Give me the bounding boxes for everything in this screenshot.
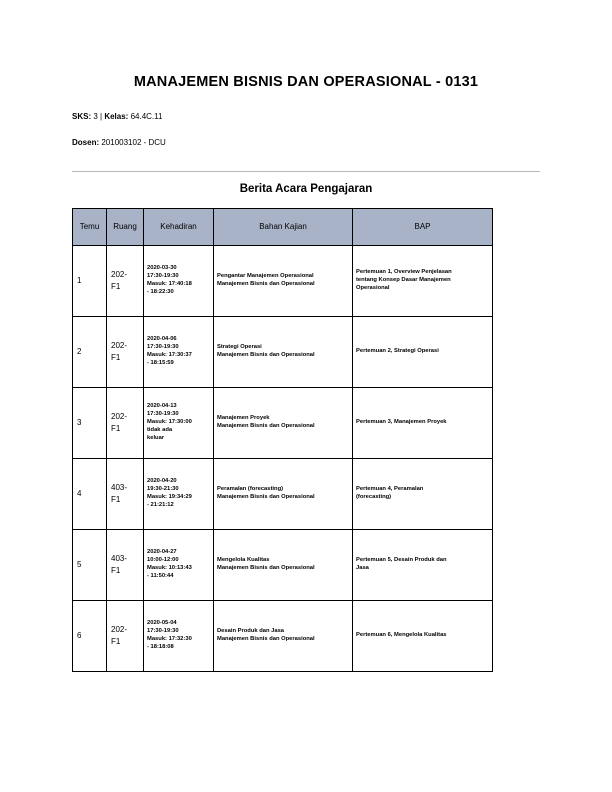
cell-ruang-line: 202- [111, 625, 128, 634]
cell-temu: 1 [73, 246, 107, 317]
cell-bahan-kajian [214, 459, 353, 530]
table-row [73, 317, 493, 388]
cell-kehadiran-line: tidak ada [147, 426, 173, 433]
table-row [73, 459, 493, 530]
cell-bahan-kajian-line: Manajemen Bisnis dan Operasional [217, 352, 315, 358]
kelas-value: 64.4C.11 [128, 112, 163, 121]
course-info [72, 112, 162, 121]
cell-ruang-line: 202- [111, 412, 128, 421]
cell-bahan-kajian-line: Strategi Operasi [217, 344, 262, 351]
cell-bahan-kajian-line: Pengantar Manajemen Operasional [217, 273, 314, 280]
cell-bahan-kajian-line: Manajemen Proyek [217, 415, 270, 422]
cell-bap [353, 459, 493, 530]
cell-kehadiran [144, 246, 214, 317]
cell-kehadiran-line: Masuk: 17:30:00 [147, 419, 192, 425]
cell-bahan-kajian-line: Manajemen Bisnis dan Operasional [217, 494, 315, 500]
cell-bahan-kajian-line: Mengelola Kualitas [217, 557, 270, 564]
cell-bap-line: Operasional [356, 284, 390, 291]
cell-kehadiran-line: 17:30-19:30 [147, 628, 179, 635]
cell-ruang [107, 459, 144, 530]
sks-label: SKS: [72, 112, 92, 121]
cell-bap [353, 601, 493, 672]
cell-bap-line: Pertemuan 3, Manajemen Proyek [356, 419, 447, 425]
cell-ruang [107, 388, 144, 459]
cell-bahan-kajian-line: Manajemen Bisnis dan Operasional [217, 565, 315, 571]
column-header-bap: BAP [353, 209, 493, 246]
cell-bahan-kajian-line: Desain Produk dan Jasa [217, 628, 285, 635]
cell-bap-line: Pertemuan 2, Strategi Operasi [356, 348, 439, 354]
column-header-bahan-kajian: Bahan Kajian [214, 209, 353, 246]
cell-kehadiran-line: 10:00-12:00 [147, 557, 179, 564]
cell-bahan-kajian [214, 317, 353, 388]
cell-bahan-kajian [214, 388, 353, 459]
dosen-value: 201003102 - DCU [99, 138, 166, 147]
cell-kehadiran-line: 17:30-19:30 [147, 344, 179, 351]
cell-bahan-kajian-line: Manajemen Bisnis dan Operasional [217, 423, 315, 429]
cell-kehadiran-line: - 21:21:12 [147, 501, 174, 508]
cell-ruang-line: 403- [111, 554, 128, 563]
cell-kehadiran-line: 2020-04-27 [147, 549, 177, 556]
cell-ruang [107, 601, 144, 672]
cell-ruang-line: 403- [111, 483, 128, 492]
cell-ruang [107, 317, 144, 388]
cell-ruang-line: F1 [111, 282, 121, 291]
cell-kehadiran-line: 2020-03-30 [147, 265, 177, 272]
cell-kehadiran-line: - 18:22:30 [147, 288, 174, 295]
cell-kehadiran-line: 2020-04-20 [147, 478, 177, 485]
cell-kehadiran-line: Masuk: 17:32:30 [147, 636, 192, 642]
cell-kehadiran-line: - 18:18:08 [147, 643, 174, 650]
cell-bahan-kajian [214, 601, 353, 672]
cell-bap [353, 317, 493, 388]
cell-bahan-kajian [214, 530, 353, 601]
cell-bahan-kajian-line: Manajemen Bisnis dan Operasional [217, 636, 315, 642]
cell-kehadiran-line: 19:30-21:30 [147, 486, 179, 493]
cell-kehadiran-line: keluar [147, 434, 165, 441]
cell-kehadiran-line: Masuk: 17:30:37 [147, 352, 192, 358]
cell-kehadiran-line: - 18:15:59 [147, 359, 174, 366]
cell-bap-line: Pertemuan 1, Overview Penjelasan [356, 269, 452, 276]
cell-ruang-line: F1 [111, 424, 121, 433]
cell-kehadiran-line: Masuk: 19:34:29 [147, 494, 192, 500]
table-row [73, 388, 493, 459]
cell-temu: 4 [73, 459, 107, 530]
cell-ruang-line: 202- [111, 270, 128, 279]
section-title: Berita Acara Pengajaran [239, 183, 373, 195]
cell-bahan-kajian [214, 246, 353, 317]
cell-temu: 5 [73, 530, 107, 601]
cell-kehadiran [144, 530, 214, 601]
cell-bap [353, 530, 493, 601]
cell-bap-line: Pertemuan 4, Peramalan [356, 486, 424, 493]
cell-kehadiran-line: 2020-05-04 [147, 620, 177, 627]
cell-ruang [107, 530, 144, 601]
dosen-label: Dosen: [72, 138, 100, 147]
cell-ruang-line: F1 [111, 637, 121, 646]
cell-ruang-line: F1 [111, 495, 121, 504]
cell-kehadiran [144, 459, 214, 530]
cell-temu: 3 [73, 388, 107, 459]
cell-kehadiran [144, 601, 214, 672]
lecturer-info [72, 138, 166, 147]
cell-bap-line: (forecasting) [356, 494, 392, 500]
cell-kehadiran [144, 317, 214, 388]
cell-kehadiran-line: - 11:50:44 [147, 572, 174, 579]
column-header-ruang: Ruang [107, 209, 144, 246]
divider [72, 171, 540, 172]
teaching-record-table [72, 208, 493, 672]
table-header-row [73, 209, 493, 246]
cell-kehadiran [144, 388, 214, 459]
sks-value: 3 | [91, 112, 105, 121]
cell-kehadiran-line: 2020-04-13 [147, 403, 177, 410]
cell-bahan-kajian-line: Peramalan (forecasting) [217, 486, 284, 493]
cell-kehadiran-line: Masuk: 10:13:43 [147, 565, 192, 571]
cell-kehadiran-line: Masuk: 17:40:18 [147, 281, 192, 287]
cell-bap [353, 388, 493, 459]
table-row [73, 246, 493, 317]
column-header-kehadiran: Kehadiran [144, 209, 214, 246]
table-row [73, 601, 493, 672]
cell-bap [353, 246, 493, 317]
cell-bap-line: tentang Konsep Dasar Manajemen [356, 277, 451, 283]
table-row [73, 530, 493, 601]
cell-bap-line: Jasa [356, 565, 369, 571]
cell-kehadiran-line: 17:30-19:30 [147, 273, 179, 280]
cell-ruang-line: 202- [111, 341, 128, 350]
cell-kehadiran-line: 17:30-19:30 [147, 411, 179, 418]
document-title: MANAJEMEN BISNIS DAN OPERASIONAL - 0131 [133, 74, 479, 90]
cell-temu: 6 [73, 601, 107, 672]
cell-kehadiran-line: 2020-04-06 [147, 336, 177, 343]
cell-bap-line: Pertemuan 6, Mengelola Kualitas [356, 632, 447, 638]
kelas-label: Kelas: [104, 112, 129, 121]
cell-bap-line: Pertemuan 5, Desain Produk dan [356, 557, 447, 564]
table-body [73, 246, 493, 672]
cell-ruang-line: F1 [111, 353, 121, 362]
cell-temu: 2 [73, 317, 107, 388]
cell-bahan-kajian-line: Manajemen Bisnis dan Operasional [217, 281, 315, 287]
cell-ruang-line: F1 [111, 566, 121, 575]
column-header-temu: Temu [73, 209, 107, 246]
cell-ruang [107, 246, 144, 317]
